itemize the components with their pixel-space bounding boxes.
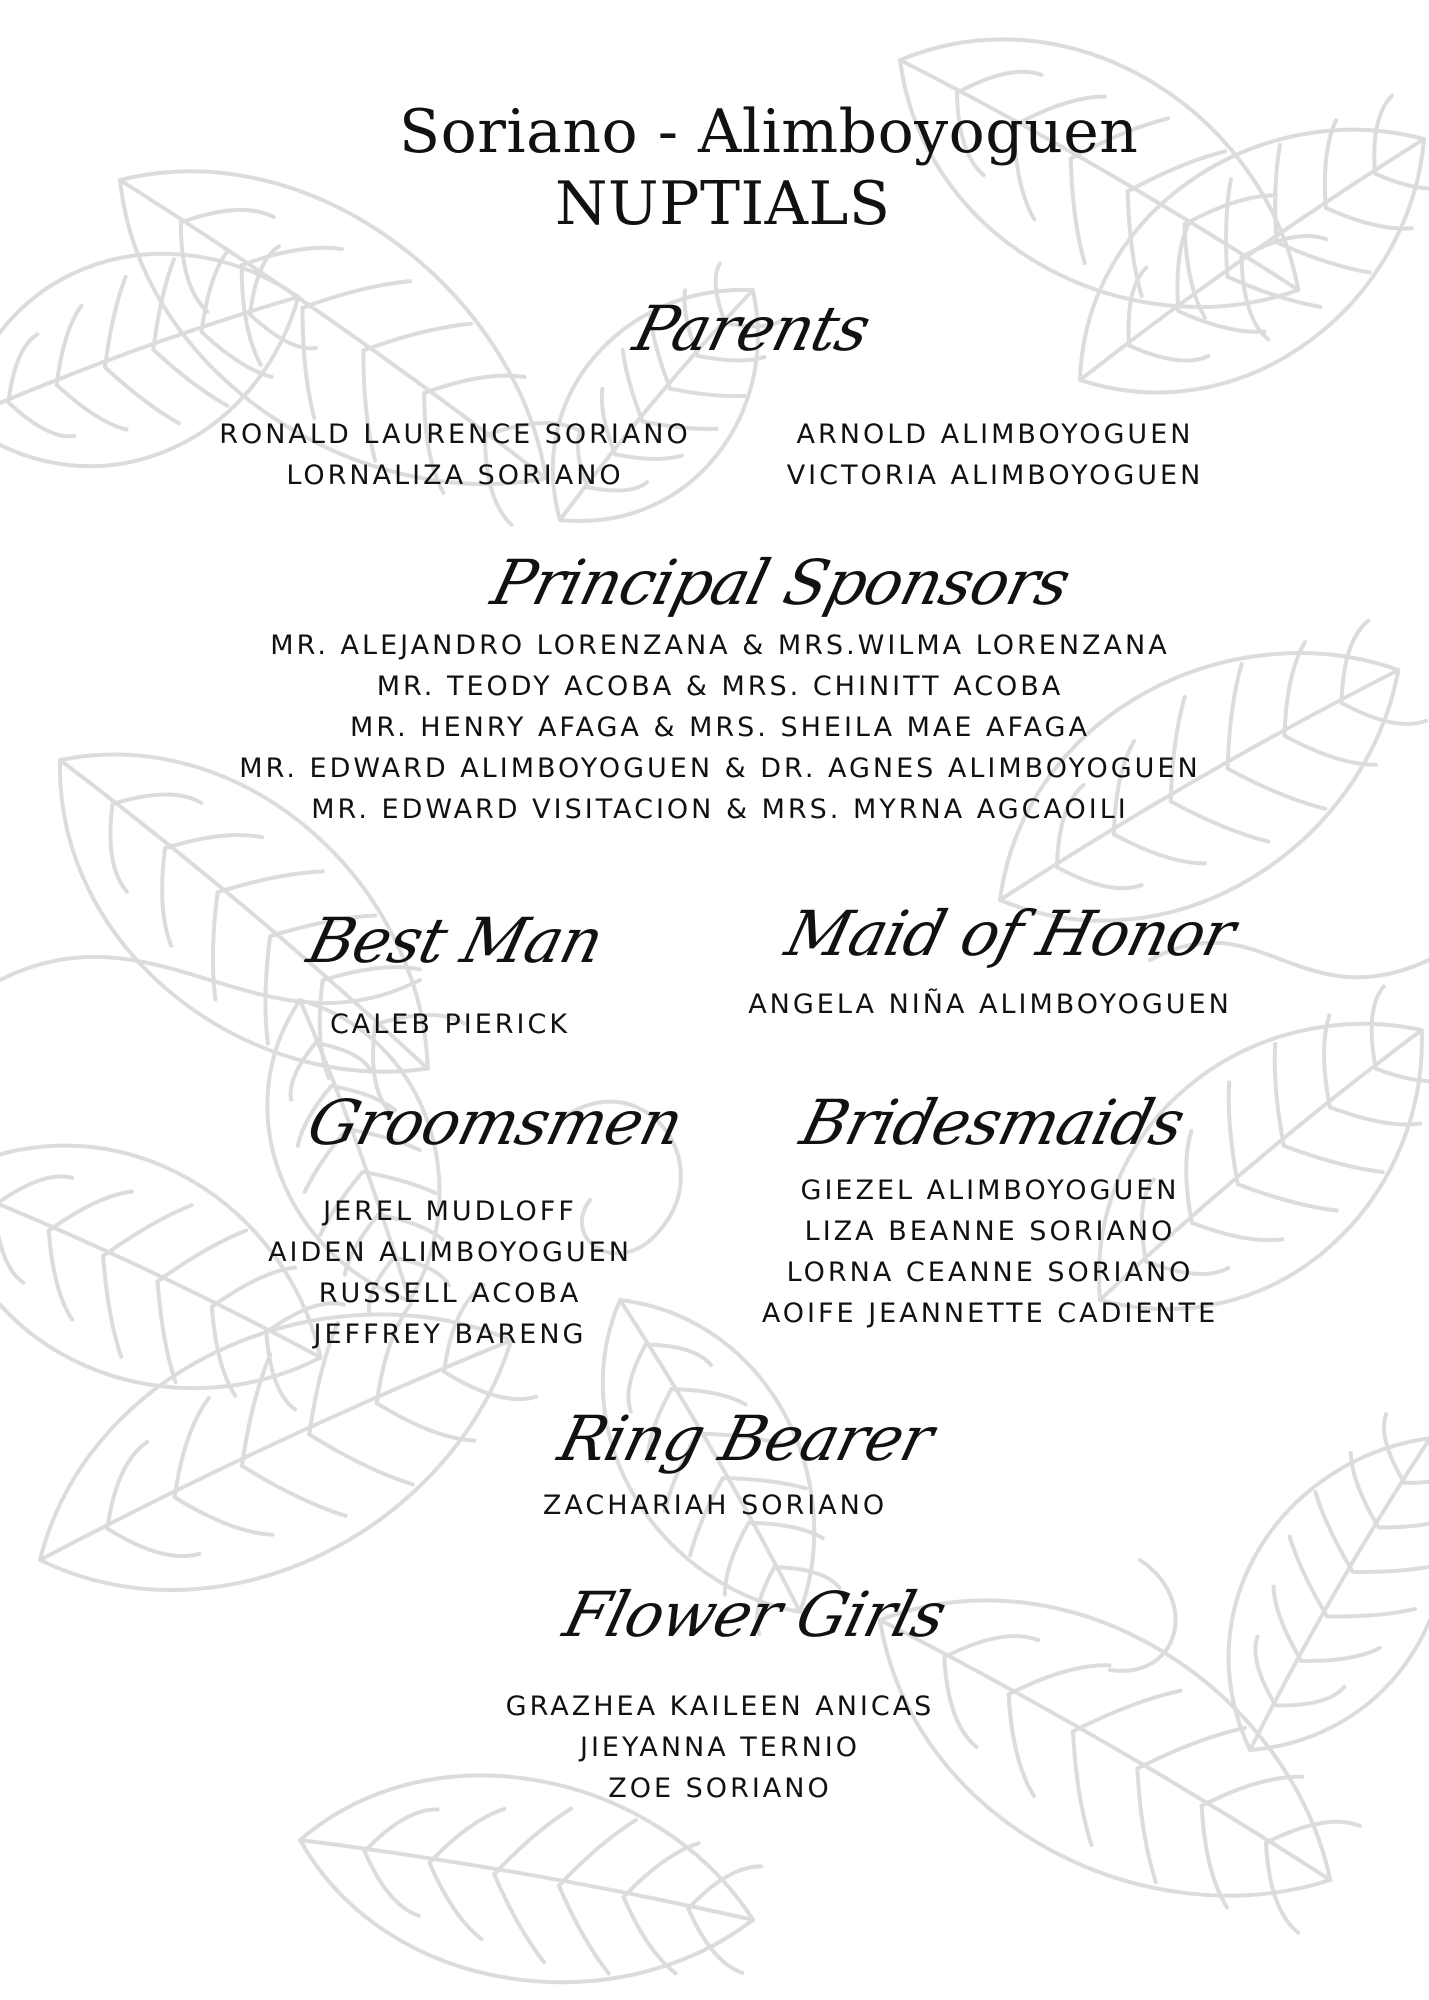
attendant-name: LORNA CEANNE SORIANO bbox=[786, 1257, 1194, 1288]
attendant-name: ZOE SORIANO bbox=[608, 1773, 832, 1804]
groomsmen-heading: Groomsmen bbox=[300, 1086, 690, 1159]
sponsor-pair: MR. EDWARD VISITACION & MRS. MYRNA AGCAOILI bbox=[311, 794, 1129, 825]
maid-of-honor-heading: Maid of Honor bbox=[778, 897, 1242, 970]
attendant-name: ANGELA NIÑA ALIMBOYOGUEN bbox=[748, 989, 1232, 1020]
parent-name: ARNOLD ALIMBOYOGUEN bbox=[796, 419, 1194, 450]
ring-bearer-list bbox=[480, 1485, 950, 1526]
attendant-name: JEREL MUDLOFF bbox=[323, 1196, 577, 1227]
attendant-name: AOIFE JEANNETTE CADIENTE bbox=[761, 1298, 1219, 1329]
parents-groom-side bbox=[190, 414, 720, 496]
flower-girls-heading: Flower Girls bbox=[556, 1578, 953, 1651]
attendant-name: AIDEN ALIMBOYOGUEN bbox=[268, 1237, 632, 1268]
parent-name: VICTORIA ALIMBOYOGUEN bbox=[786, 460, 1204, 491]
sponsor-pair: MR. HENRY AFAGA & MRS. SHEILA MAE AFAGA bbox=[350, 712, 1090, 743]
parents-heading: Parents bbox=[626, 292, 877, 365]
ring-bearer-heading: Ring Bearer bbox=[551, 1402, 940, 1475]
parent-name: LORNALIZA SORIANO bbox=[286, 460, 624, 491]
attendant-name: JIEYANNA TERNIO bbox=[579, 1732, 861, 1763]
nuptials-title: NUPTIALS bbox=[555, 169, 891, 239]
bridesmaids-heading: Bridesmaids bbox=[793, 1086, 1192, 1159]
best-man-list bbox=[250, 1004, 650, 1045]
couple-title: Soriano - Alimboyoguen bbox=[399, 97, 1139, 167]
flower-girls-list bbox=[470, 1686, 970, 1809]
parent-name: RONALD LAURENCE SORIANO bbox=[219, 419, 691, 450]
sponsor-pair: MR. TEODY ACOBA & MRS. CHINITT ACOBA bbox=[376, 671, 1064, 702]
best-man-heading: Best Man bbox=[300, 904, 611, 977]
bridesmaids-list bbox=[730, 1170, 1250, 1334]
attendant-name: GRAZHEA KAILEEN ANICAS bbox=[505, 1691, 935, 1722]
maid-of-honor-list bbox=[730, 984, 1250, 1025]
attendant-name: GIEZEL ALIMBOYOGUEN bbox=[800, 1175, 1180, 1206]
groomsmen-list bbox=[225, 1191, 675, 1355]
attendant-name: ZACHARIAH SORIANO bbox=[542, 1490, 888, 1521]
sponsor-pair: MR. ALEJANDRO LORENZANA & MRS.WILMA LORENZANA bbox=[270, 630, 1170, 661]
principal-sponsors-heading: Principal Sponsors bbox=[484, 546, 1077, 619]
attendant-name: LIZA BEANNE SORIANO bbox=[804, 1216, 1176, 1247]
sponsor-pair: MR. EDWARD ALIMBOYOGUEN & DR. AGNES ALIMBOYOGUEN bbox=[239, 753, 1201, 784]
principal-sponsors-list bbox=[140, 625, 1300, 830]
parents-bride-side bbox=[760, 414, 1230, 496]
attendant-name: CALEB PIERICK bbox=[329, 1009, 571, 1040]
attendant-name: JEFFREY BARENG bbox=[313, 1319, 587, 1350]
attendant-name: RUSSELL ACOBA bbox=[318, 1278, 582, 1309]
